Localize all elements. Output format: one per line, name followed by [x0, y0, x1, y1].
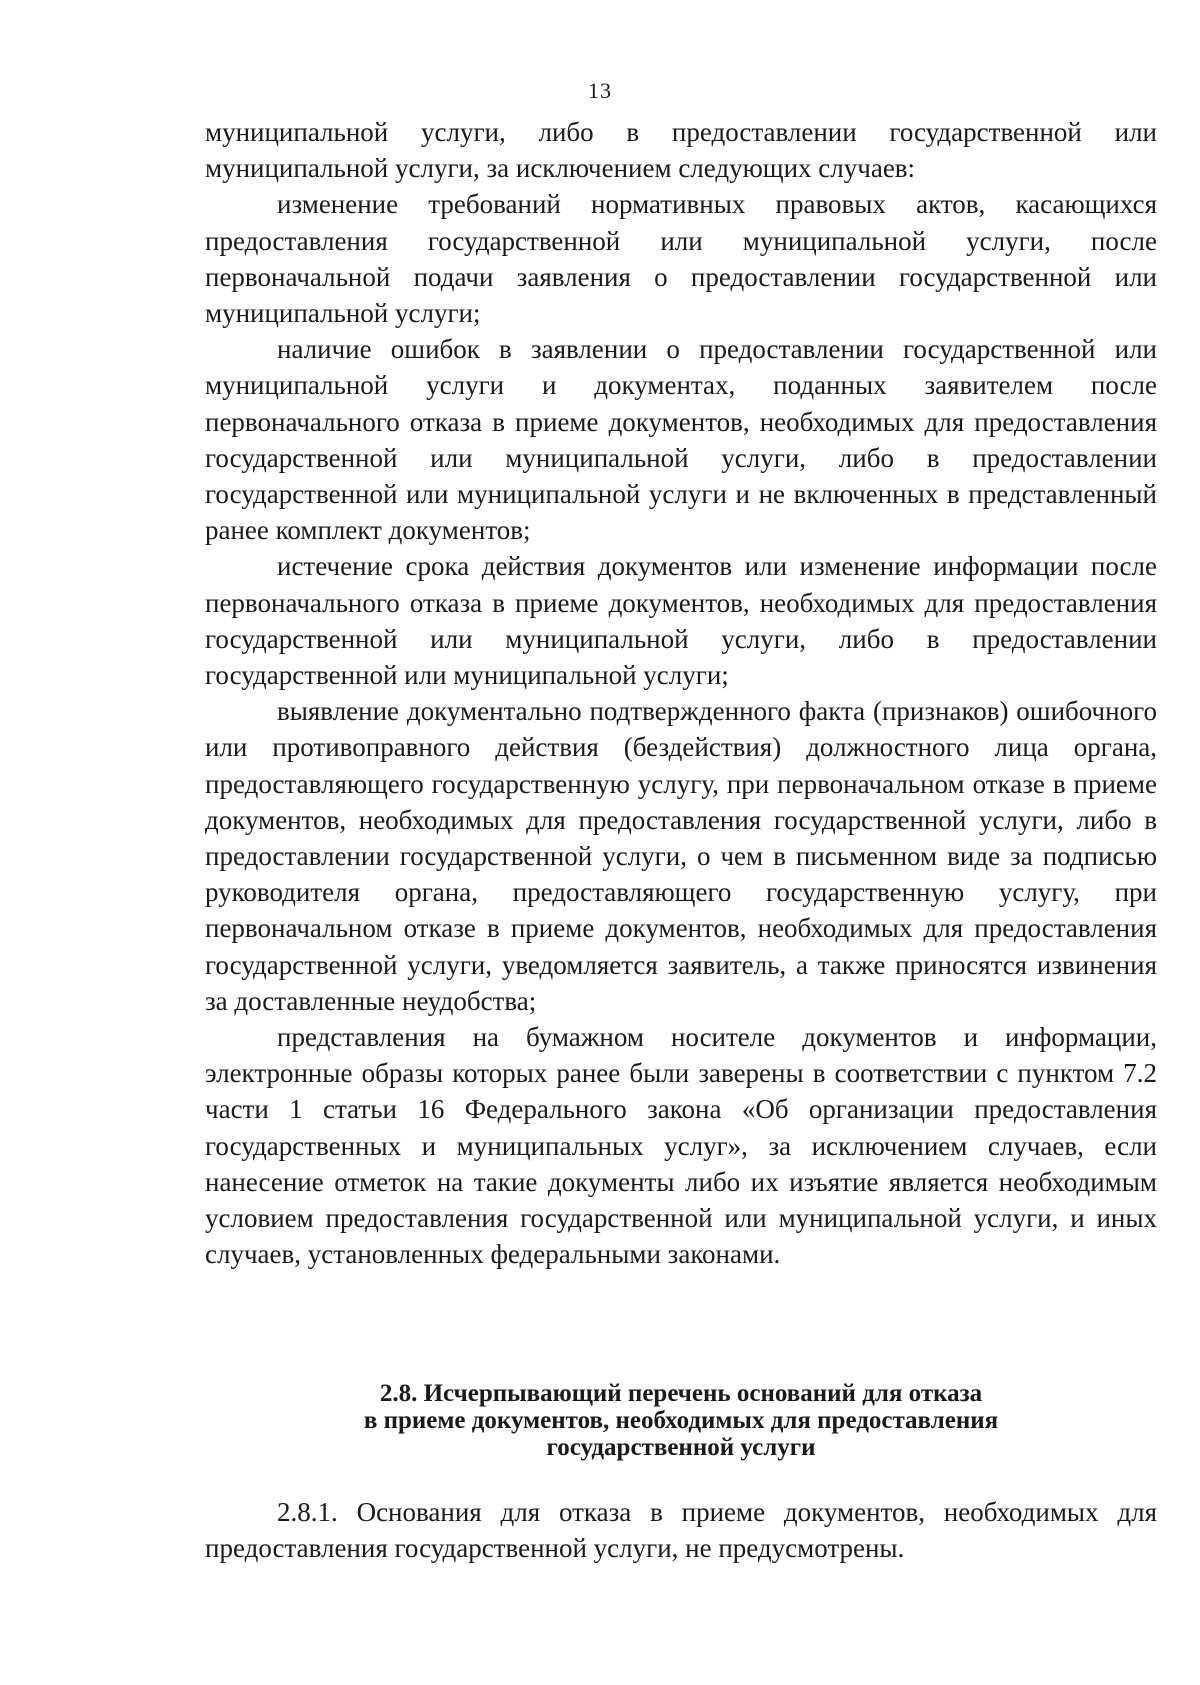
section-heading-line-3: государственной услуги — [546, 1434, 816, 1461]
paragraph-2-8-1: 2.8.1. Основания для отказа в приеме документов, необходимых для предоставления государственной услуги, не предусмотрены. — [205, 1497, 1157, 1564]
paragraph-continuation: муниципальной услуги, либо в предоставлении государственной или муниципальной услуги, за исключением следующих случаев: — [205, 117, 1157, 184]
section-heading — [205, 1380, 1157, 1461]
paragraph-paper-documents: представления на бумажном носителе документов и информации, электронные образы которых ранее были заверены в соответствии с пунктом 7.2 части 1 статьи 16 Федерального закона «Об организации предоставления государственных и муниципальных услуг», за исключением случаев, если нанесение отметок на такие документы либо их изъятие является необходимым условием предоставления государственной или муниципальной услуги, и иных случаев, установленных федеральными законами. — [205, 1022, 1157, 1270]
section-body — [205, 1494, 1157, 1566]
section-heading-line-2: в приеме документов, необходимых для предоставления — [363, 1407, 999, 1434]
paragraph-official-error: выявление документально подтвержденного факта (признаков) ошибочного или противоправного действия (бездействия) должностного лица органа, предоставляющего государственную услугу, при первоначальном отказе в приеме документов, необходимых для предоставления государственной услуги, либо в предоставлении государственной услуги, о чем в письменном виде за подписью руководителя органа, предоставляющего государственную услугу, при первоначальном отказе в приеме документов, необходимых для предоставления государственной услуги, уведомляется заявитель, а также приносятся извинения за доставленные неудобства; — [205, 696, 1157, 1016]
paragraph-document-expiry: истечение срока действия документов или изменение информации после первоначального отказа в приеме документов, необходимых для предоставления государственной или муниципальной услуги, либо в предоставлении государственной или муниципальной услуги; — [205, 551, 1157, 691]
paragraph-requirements-change: изменение требований нормативных правовых актов, касающихся предоставления государственной или муниципальной услуги, после первоначальной подачи заявления о предоставлении государственной или муниципальной услуги; — [205, 189, 1157, 329]
paragraph-application-errors: наличие ошибок в заявлении о предоставлении государственной или муниципальной услуги и документах, поданных заявителем после первоначального отказа в приеме документов, необходимых для предоставления государственной или муниципальной услуги, либо в предоставлении государственной или муниципальной услуги и не включенных в представленный ранее комплект документов; — [205, 334, 1157, 546]
body-text — [205, 114, 1157, 1273]
page-number: 13 — [588, 78, 612, 103]
section-heading-line-1: 2.8. Исчерпывающий перечень оснований для отказа — [379, 1380, 983, 1407]
